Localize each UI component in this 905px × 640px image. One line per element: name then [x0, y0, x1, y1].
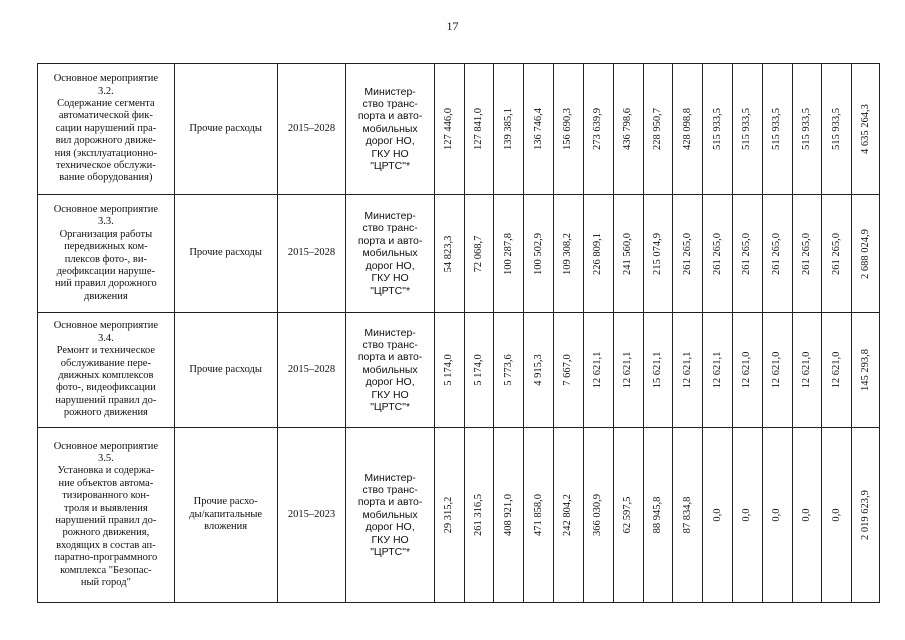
amount-cell [822, 428, 852, 603]
activity-name-line: троля и выявления [64, 502, 148, 514]
amount-cell [494, 428, 524, 603]
executor-line: порта и авто- [357, 234, 423, 247]
executor-line: Министер- [364, 210, 416, 223]
activity-name-line: тизированного кон- [62, 490, 150, 502]
amount-value: 515 933,5 [741, 108, 753, 150]
total-cell [852, 64, 880, 195]
activity-name-line: техническое обслужи- [56, 160, 156, 172]
activity-name-line: Основное мероприятие [53, 320, 159, 332]
amount-cell [762, 428, 792, 603]
activity-name-line: передвижных ком- [64, 241, 148, 253]
page-number: 17 [446, 19, 459, 33]
executor-cell [346, 313, 434, 428]
expense-type-cell [174, 428, 277, 603]
executor-line: дорог НО, [365, 135, 415, 148]
table-row [38, 313, 880, 428]
executor-line: дорог НО, [365, 376, 415, 389]
activity-name-line: плексов фото-, ви- [64, 253, 148, 265]
amount-value: 0,0 [830, 508, 842, 522]
amount-cell [732, 195, 762, 313]
amount-cell [732, 64, 762, 195]
amount-cell [464, 313, 494, 428]
amount-cell [673, 64, 703, 195]
amount-value: 242 804,2 [562, 494, 574, 536]
activity-name-line: Ремонт и техническое [56, 345, 156, 357]
period-cell: 2015–2028 [277, 195, 346, 313]
activity-name-line: входящих в состав ап- [56, 539, 156, 551]
executor-line: "ЦРТС"* [370, 401, 411, 414]
amount-cell [464, 428, 494, 603]
period-cell: 2015–2023 [277, 428, 346, 603]
amount-value: 228 950,7 [651, 108, 663, 150]
amount-value: 12 621,0 [770, 351, 782, 389]
amount-value: 15 621,1 [651, 351, 663, 389]
amount-cell [762, 313, 792, 428]
amount-cell [464, 195, 494, 313]
amount-cell [643, 428, 673, 603]
amount-value: 5 174,0 [472, 354, 484, 386]
executor-line: ство транс- [362, 338, 418, 351]
amount-value: 12 621,1 [711, 351, 723, 389]
amount-value: 87 834,8 [681, 496, 693, 534]
amount-value: 515 933,5 [830, 108, 842, 150]
amount-value: 261 265,0 [770, 232, 782, 275]
executor-line: "ЦРТС"* [370, 284, 411, 297]
amount-cell [822, 64, 852, 195]
amount-value: 215 074,9 [651, 232, 663, 275]
amount-value: 12 621,1 [592, 351, 604, 389]
activity-name-line: комплекса "Безопас- [60, 564, 152, 576]
expense-type-line: Прочие расхо- [193, 496, 258, 508]
executor-line: дорог НО, [365, 521, 415, 534]
amount-cell [583, 313, 613, 428]
amount-value: 261 265,0 [711, 232, 723, 275]
activity-name-line: ний правил дорожного [55, 278, 157, 290]
activity-name-line: Организация работы [59, 228, 153, 240]
expense-type-cell: Прочие расходы [174, 64, 277, 195]
activity-name-line: движных комплексов [58, 370, 154, 381]
executor-line: мобильных [362, 363, 418, 376]
executor-line: ГКУ НО [371, 272, 409, 285]
period-cell: 2015–2028 [277, 64, 346, 195]
amount-cell [613, 428, 643, 603]
activity-name-line: 3.2. [97, 85, 114, 97]
amount-value: 471 858,0 [532, 494, 544, 536]
amount-cell [554, 428, 584, 603]
total-cell [852, 195, 880, 313]
expense-type-line: вложения [204, 521, 248, 533]
amount-value: 109 308,2 [562, 232, 574, 275]
executor-line: "ЦРТС"* [370, 546, 411, 559]
amount-value: 4 915,3 [532, 354, 544, 386]
executor-line: порта и авто- [357, 351, 423, 364]
amount-value: 88 945,8 [651, 496, 663, 534]
amount-cell [524, 195, 554, 313]
amount-value: 29 315,2 [443, 496, 455, 534]
table-row [38, 64, 880, 195]
total-cell [852, 313, 880, 428]
amount-cell [762, 195, 792, 313]
activity-name-line: фото-, видеофиксации [55, 382, 156, 394]
activity-name-line: сации нарушений пра- [55, 122, 157, 134]
executor-line: ГКУ НО [371, 147, 409, 160]
amount-value: 72 068,7 [472, 235, 484, 272]
amount-value: 0,0 [800, 508, 812, 522]
amount-cell [673, 313, 703, 428]
amount-cell [613, 313, 643, 428]
amount-value: 366 030,9 [592, 494, 604, 536]
executor-cell [346, 64, 434, 195]
executor-line: Министер- [364, 326, 416, 339]
amount-value: 515 933,5 [770, 108, 782, 150]
amount-cell [494, 313, 524, 428]
expense-type-line: ды/капитальные [189, 508, 263, 520]
amount-cell [703, 428, 733, 603]
activity-name-line: Основное мероприятие [53, 440, 159, 452]
amount-value: 273 639,9 [592, 108, 604, 150]
amount-value: 12 621,0 [830, 351, 842, 389]
amount-value: 0,0 [711, 508, 723, 522]
activity-name-line: Основное мероприятие [53, 73, 159, 85]
amount-cell [673, 428, 703, 603]
amount-value: 100 287,8 [502, 232, 514, 275]
amount-cell [792, 195, 822, 313]
amount-cell [554, 64, 584, 195]
amount-cell [524, 64, 554, 195]
executor-line: ство транс- [362, 483, 418, 496]
executor-line: ство транс- [362, 222, 418, 235]
amount-cell [762, 64, 792, 195]
executor-line: порта и авто- [357, 496, 423, 509]
activity-name-line: Установка и содержа- [57, 465, 155, 477]
amount-cell [613, 64, 643, 195]
activity-name-line: обслуживание пере- [60, 357, 151, 369]
activity-name-line: рожного движения, [62, 527, 150, 539]
amount-cell [643, 313, 673, 428]
amount-value: 515 933,5 [711, 108, 723, 150]
activity-name-line: 3.3. [97, 216, 114, 228]
amount-cell [434, 428, 464, 603]
amount-cell [494, 64, 524, 195]
activity-name-cell [38, 313, 175, 428]
activity-name-line: ный город" [80, 577, 131, 589]
amount-value: 5 773,6 [502, 354, 514, 386]
amount-cell [822, 195, 852, 313]
executor-line: ГКУ НО [371, 533, 409, 546]
period-cell: 2015–2028 [277, 313, 346, 428]
amount-cell [434, 64, 464, 195]
amount-value: 12 621,0 [741, 351, 753, 389]
activity-name-line: нарушений правил до- [55, 394, 157, 406]
amount-cell [643, 64, 673, 195]
amount-value: 428 098,8 [681, 108, 693, 150]
amount-value: 436 798,6 [621, 108, 633, 150]
activity-name-line: вил дорожного движе- [55, 135, 157, 147]
executor-line: ГКУ НО [371, 388, 409, 401]
executor-line: Министер- [364, 85, 416, 98]
amount-cell [732, 313, 762, 428]
amount-value: 261 265,0 [681, 232, 693, 275]
executor-line: дорог НО, [365, 259, 415, 272]
amount-value: 127 446,0 [443, 108, 455, 150]
activity-name-line: ние объектов автома- [58, 477, 154, 489]
amount-value: 261 265,0 [741, 232, 753, 275]
amount-value: 7 667,0 [562, 354, 574, 386]
amount-cell [434, 195, 464, 313]
executor-line: мобильных [362, 508, 418, 521]
total-cell [852, 428, 880, 603]
amount-value: 139 385,1 [502, 108, 514, 150]
amount-value: 156 690,3 [562, 108, 574, 150]
executor-line: Министер- [364, 471, 416, 484]
amount-cell [703, 64, 733, 195]
activity-name-line: движения [83, 290, 128, 302]
activity-name-line: рожного движения [63, 407, 148, 419]
amount-value: 261 265,0 [830, 232, 842, 275]
amount-value: 5 174,0 [443, 354, 455, 386]
amount-cell [792, 64, 822, 195]
amount-value: 261 265,0 [800, 232, 812, 275]
amount-value: 241 560,0 [621, 232, 633, 275]
activity-name-line: вание оборудования) [59, 172, 153, 184]
amount-cell [792, 313, 822, 428]
amount-cell [583, 64, 613, 195]
amount-value: 12 621,1 [621, 351, 633, 389]
total-value: 2 688 024,9 [859, 228, 871, 279]
executor-cell [346, 428, 434, 603]
executor-line: ство транс- [362, 97, 418, 110]
executor-line: мобильных [362, 247, 418, 260]
activity-name-cell [38, 195, 175, 313]
total-value: 4 635 264,3 [859, 104, 871, 154]
amount-value: 515 933,5 [800, 108, 812, 150]
amount-cell [494, 195, 524, 313]
table-row [38, 195, 880, 313]
activity-name-line: деофиксации наруше- [56, 265, 156, 277]
amount-cell [703, 313, 733, 428]
total-value: 145 293,8 [859, 349, 871, 391]
amount-cell [613, 195, 643, 313]
amount-value: 136 746,4 [532, 108, 544, 150]
budget-table [37, 63, 880, 603]
amount-cell [643, 195, 673, 313]
activity-name-line: паратно-программного [54, 552, 158, 564]
table-row [38, 428, 880, 603]
amount-value: 12 621,0 [800, 351, 812, 389]
activity-name-line: 3.4. [97, 332, 114, 344]
amount-cell [434, 313, 464, 428]
amount-cell [822, 313, 852, 428]
amount-cell [554, 313, 584, 428]
amount-value: 408 921,0 [502, 494, 514, 536]
amount-cell [792, 428, 822, 603]
amount-cell [673, 195, 703, 313]
executor-line: мобильных [362, 122, 418, 135]
activity-name-line: Основное мероприятие [53, 203, 159, 215]
amount-value: 127 841,0 [472, 108, 484, 150]
amount-value: 12 621,1 [681, 351, 693, 389]
amount-value: 261 316,5 [472, 494, 484, 536]
amount-value: 226 809,1 [592, 232, 604, 275]
activity-name-line: нарушений правил до- [55, 515, 157, 526]
amount-value: 0,0 [741, 508, 753, 522]
amount-cell [524, 428, 554, 603]
expense-type-cell: Прочие расходы [174, 195, 277, 313]
amount-value: 100 502,9 [532, 232, 544, 275]
amount-cell [554, 195, 584, 313]
amount-cell [464, 64, 494, 195]
activity-name-line: 3.5. [97, 452, 114, 464]
amount-value: 54 823,3 [443, 235, 455, 272]
amount-cell [703, 195, 733, 313]
total-value: 2 019 623,9 [859, 490, 871, 540]
activity-name-line: автоматической фик- [58, 110, 153, 122]
amount-cell [524, 313, 554, 428]
activity-name-line: ния (эксплуатационно- [54, 147, 158, 159]
amount-value: 0,0 [770, 508, 782, 522]
amount-cell [583, 195, 613, 313]
activity-name-cell [38, 428, 175, 603]
executor-cell [346, 195, 434, 313]
amount-cell [583, 428, 613, 603]
executor-line: "ЦРТС"* [370, 160, 411, 173]
amount-value: 62 597,5 [621, 496, 633, 534]
activity-name-line: Содержание сегмента [57, 97, 155, 109]
amount-cell [732, 428, 762, 603]
executor-line: порта и авто- [357, 110, 423, 123]
expense-type-cell: Прочие расходы [174, 313, 277, 428]
activity-name-cell [38, 64, 175, 195]
